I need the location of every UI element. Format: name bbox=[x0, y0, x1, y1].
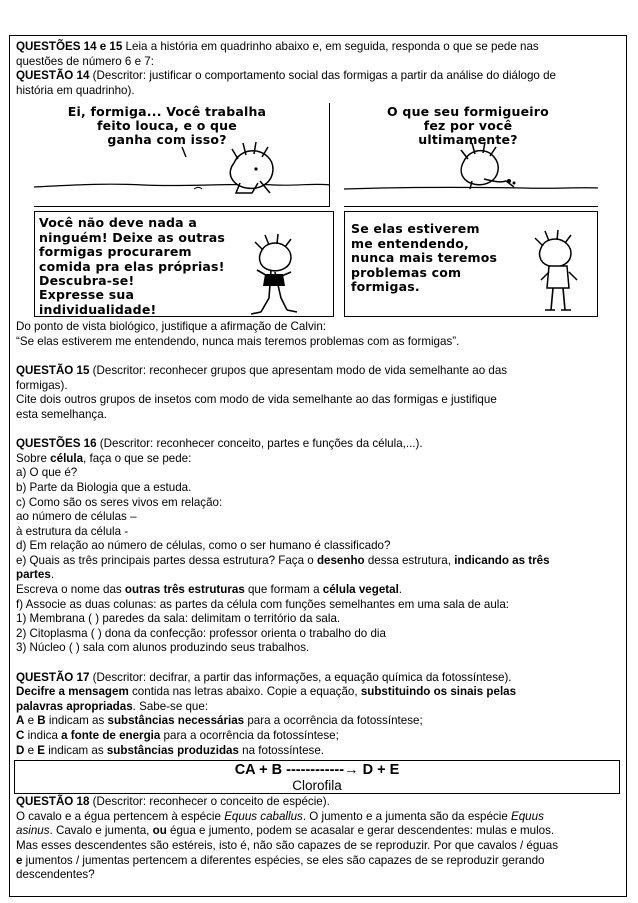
q18-line-6: descendentes? bbox=[16, 868, 95, 882]
comic-panel-1 bbox=[34, 103, 330, 207]
question-14-label: QUESTÃO 14 bbox=[16, 69, 90, 83]
q15-line-4: esta semelhança. bbox=[16, 407, 107, 421]
q17-line-4: A e B indicam as substâncias necessárias para a ocorrência da fotossíntese; bbox=[16, 714, 423, 728]
q16-item-f3: 3) Núcleo ( ) sala com alunos produzindo seus trabalhos. bbox=[16, 641, 310, 655]
q18-line-3: asinus. Cavalo e jumenta, ou égua e jumento, podem se acasalar e gerar descendentes: mulas e mulos. bbox=[16, 824, 555, 838]
calvin-pointing-illustration bbox=[35, 212, 334, 317]
comic-panel-4 bbox=[344, 211, 598, 317]
q16-item-e2: Escreva o nome das outras três estruturas que formam a célula vegetal. bbox=[16, 583, 403, 597]
q17-line-3: palavras apropriadas. Sabe-se que: bbox=[16, 699, 209, 713]
question-15-label: QUESTÃO 15 bbox=[16, 364, 90, 378]
calvin-standing-illustration bbox=[345, 212, 598, 317]
q18-line-5: e jumentos / jumentas pertencem a diferentes espécies, se eles são capazes de se reproduzir gerando bbox=[16, 853, 545, 867]
q16-item-c: c) Como são os seres vivos em relação: bbox=[16, 495, 223, 509]
question-16-label: QUESTÕES 16 bbox=[16, 437, 97, 451]
equation-catalyst: Clorofila bbox=[292, 778, 342, 794]
worksheet-page bbox=[9, 35, 627, 897]
q15-line-1: QUESTÃO 15 (Descritor: reconhecer grupos que apresentam modo de vida semelhante ao das bbox=[16, 364, 508, 378]
q17-line-5: C indica a fonte de energia para a ocorrência da fotossíntese; bbox=[16, 729, 339, 742]
q18-line-4: Mas esses descendentes são estéreis, isto é, não são capazes de se reproduzir. Por que cavalos / éguas bbox=[16, 838, 559, 852]
speech-bubble-2: O que seu formigueiro fez por você ultimamente? bbox=[387, 104, 549, 147]
q18-line-1: QUESTÃO 18 (Descritor: reconhecer o conceito de espécie). bbox=[16, 795, 330, 809]
q17-line-6: D e E indicam as substâncias produzidas na fotossíntese. bbox=[16, 743, 325, 757]
questions-14-15-label: QUESTÕES 14 e 15 bbox=[16, 40, 123, 53]
header-line-2: questões de número 6 e 7: bbox=[16, 54, 154, 68]
q16-item-c2: à estrutura da célula - bbox=[16, 524, 129, 538]
q14-line-2: “Se elas estiverem me entendendo, nunca mais teremos problemas com as formigas”. bbox=[16, 334, 460, 348]
comic-panel-2 bbox=[344, 103, 598, 207]
q17-line-1: QUESTÃO 17 (Descritor: decifrar, a partir das informações, a equação química da fotossíntese). bbox=[16, 670, 512, 684]
comic-strip bbox=[34, 103, 598, 317]
q16-item-f2: 2) Citoplasma ( ) dona da confecção: professor orienta o trabalho do dia bbox=[16, 626, 386, 640]
q15-line-2: formigas). bbox=[16, 378, 68, 392]
q16-item-d: d) Em relação ao número de células, como o ser humano é classificado? bbox=[16, 539, 391, 553]
question-17-label: QUESTÃO 17 bbox=[16, 670, 90, 684]
equation: CA + B ------------→ D + E bbox=[234, 762, 400, 779]
header-line-4: história em quadrinho). bbox=[16, 83, 135, 97]
q15-line-3: Cite dois outros grupos de insetos com modo de vida semelhante ao das formigas e justifique bbox=[16, 393, 497, 407]
q16-line-2: Sobre célula, faça o que se pede: bbox=[16, 451, 192, 465]
q16-item-e: e) Quais as três principais partes dessa estrutura? Faça o desenho dessa estrutura, indicando as três bbox=[16, 553, 550, 567]
q18-line-2: O cavalo e a égua pertencem à espécie Equus caballus. O jumento e a jumenta são da espécie Equus bbox=[16, 809, 544, 823]
header-line-3: QUESTÃO 14 (Descritor: justificar o comportamento social das formigas a partir da análise do diálogo de bbox=[16, 69, 556, 83]
q16-item-b: b) Parte da Biologia que a estuda. bbox=[16, 480, 192, 494]
comic-panel-3 bbox=[34, 211, 334, 317]
calvin-crouching-illustration bbox=[34, 103, 330, 207]
speech-bubble-3: Você não deve nada a ninguém! Deixe as outras formigas procurarem comida pra elas próprias! Descubra-se! Expresse sua individualidade! bbox=[39, 215, 226, 317]
speech-bubble-4: Se elas estiverem me entendendo, nunca mais teremos problemas com formigas. bbox=[351, 221, 498, 294]
header-line-1: QUESTÕES 14 e 15 Leia a história em quadrinho abaixo e, em seguida, responda o que se pede nas bbox=[16, 40, 539, 53]
q16-item-f1: 1) Membrana ( ) paredes da sala: delimitam o território da sala. bbox=[16, 612, 341, 626]
q17-line-2: Decifre a mensagem contida nas letras abaixo. Copie a equação, substituindo os sinais pelas bbox=[16, 685, 517, 699]
equation-box bbox=[14, 760, 620, 794]
speech-bubble-1: Ei, formiga... Você trabalha feito louca, e o que ganha com isso? bbox=[67, 104, 267, 147]
q16-item-e-cont: partes. bbox=[16, 568, 55, 582]
q16-item-a: a) O que é? bbox=[16, 466, 78, 480]
q16-line-1: QUESTÕES 16 (Descritor: reconhecer conceito, partes e funções da célula,...). bbox=[16, 437, 423, 451]
q16-item-c1: ao número de células – bbox=[16, 510, 137, 524]
q16-item-f: f) Associe as duas colunas: as partes da célula com funções semelhantes em uma sala de aula: bbox=[16, 597, 510, 611]
calvin-kneeling-illustration bbox=[344, 103, 598, 207]
q14-line-1: Do ponto de vista biológico, justifique a afirmação de Calvin: bbox=[16, 320, 326, 334]
question-18-label: QUESTÃO 18 bbox=[16, 795, 90, 809]
